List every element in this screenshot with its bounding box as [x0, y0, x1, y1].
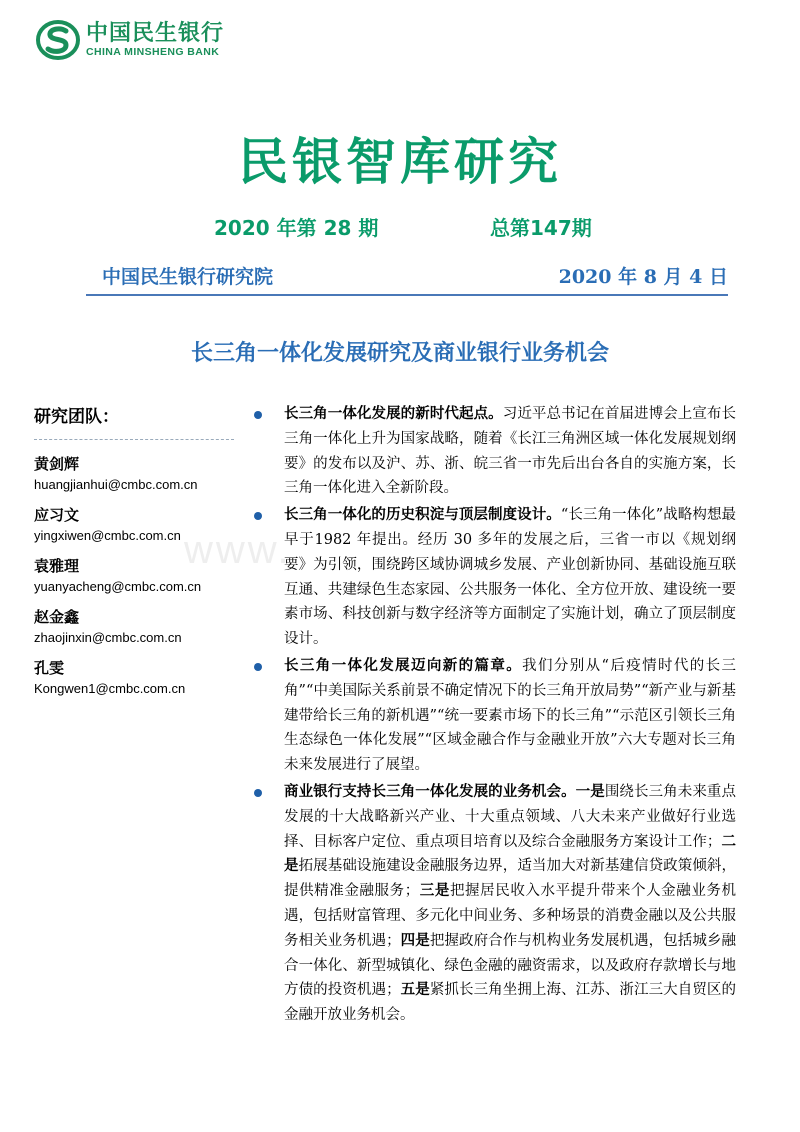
member-email[interactable]: yuanyacheng@cmbc.com.cn [34, 579, 202, 594]
total-issue-number: 总第147期 [490, 216, 592, 240]
bullet-part: 把握居民收入水平提升带来个人金融业务机遇，包括财富管理、多元化中间业务、多种场景的消费金融以及公共服务相关业务机遇； [284, 883, 737, 949]
bank-name-cn: 中国民生银行 [86, 20, 225, 46]
summary-bullet [252, 780, 736, 1028]
member-name: 孔雯 [34, 659, 65, 677]
bullet-text: 习近平总书记在首届进博会上宣布长三角一体化上升为国家战略，随着《长江三角洲区域一体化发展规划纲要》的发布以及沪、苏、浙、皖三省一市先后出台各自的实施方案，长三角一体化进入全新阶段。 [284, 406, 736, 497]
bullet-part: 三是 [419, 882, 450, 900]
institute-row [86, 258, 728, 296]
team-member [34, 554, 234, 596]
member-name: 应习文 [34, 506, 80, 524]
minsheng-logo-icon [36, 20, 80, 60]
bullet-lead: 长三角一体化发展的新时代起点。 [284, 405, 503, 422]
team-heading: 研究团队： [34, 402, 234, 440]
research-team [34, 402, 234, 707]
summary-bullet [252, 503, 736, 652]
bullet-lead: 长三角一体化的历史积淀与顶层制度设计。 [284, 506, 561, 524]
bullet-part: 拓展基础设施建设金融服务边界，适当加大对新基建信贷政策倾斜，提供精准金融服务； [284, 858, 737, 900]
member-email[interactable]: zhaojinxin@cmbc.com.cn [34, 630, 182, 645]
bullet-dot-icon [254, 411, 262, 419]
bullet-part: 紧抓长三角坐拥上海、江苏、浙江三大自贸区的金融开放业务机会。 [284, 982, 737, 1024]
team-member [34, 452, 234, 494]
report-title: 长三角一体化发展研究及商业银行业务机会 [190, 341, 609, 366]
bullet-part: 五是 [400, 981, 430, 999]
summary-bullet [252, 654, 736, 778]
bullet-text: “长三角一体化”战略构想最早于1982 年提出。经历 30 多年的发展之后，三省一市以《规划纲要》为引领，围绕跨区域协调城乡发展、产业创新协同、基础设施互联互通、共建绿色生态家园、公共服务一体化、全方位开放、建设统一要素市场、科技创新与数字经济等方面制定了实施计划，确立了顶层制度设计。 [284, 507, 737, 648]
bullet-part: 围绕长三角未来重点发展的十大战略新兴产业、十大重点领域、八大未来产业做好行业选择、目标客户定位、重点项目培育以及综合金融服务方案设计工作； [284, 783, 737, 850]
issue-number: 2020 年第 28 期 [214, 216, 379, 240]
bank-logo [36, 20, 224, 60]
member-name: 袁雅理 [34, 557, 80, 575]
member-name: 黄剑辉 [34, 455, 80, 473]
bank-name-en: CHINA MINSHENG BANK [86, 45, 220, 58]
publication-title: 民银智库研究 [238, 133, 562, 191]
bullet-lead: 商业银行支持长三角一体化发展的业务机会。 [284, 782, 576, 800]
member-email[interactable]: huangjianhui@cmbc.com.cn [34, 477, 198, 492]
publish-date: 2020 年 8 月 4 日 [558, 266, 728, 288]
member-email[interactable]: Kongwen1@cmbc.com.cn [34, 681, 186, 696]
bullet-part: 二是 [284, 832, 737, 875]
member-email[interactable]: yingxiwen@cmbc.com.cn [34, 528, 181, 543]
team-member [34, 503, 234, 545]
bullet-part: 四是 [400, 931, 430, 949]
member-name: 赵金鑫 [34, 608, 80, 626]
bullet-part: 把握政府合作与机构业务发展机遇，包括城乡融合一体化、新型城镇化、绿色金融的融资需求，以及政府存款增长与地方债的投资机遇； [284, 932, 737, 999]
watermark: www. [184, 528, 292, 572]
summary-bullets [252, 402, 736, 1030]
bullet-dot-icon [254, 512, 262, 520]
summary-bullet [252, 402, 736, 501]
bullet-text: 我们分别从“后疫情时代的长三角”“中美国际关系前景不确定情况下的长三角开放局势”“新产业与新基建带给长三角的新机遇”“统一要素市场下的长三角”“示范区引领长三角生态绿色一体化发展”“区域金融合作与金融业开放”六大专题对长三角未来发展进行了展望。 [284, 657, 736, 774]
team-member [34, 605, 234, 647]
bullet-dot-icon [254, 663, 262, 671]
bullet-part: 一是 [575, 782, 605, 800]
team-member [34, 656, 234, 698]
bullet-lead: 长三角一体化发展迈向新的篇章。 [284, 656, 523, 674]
institute-name: 中国民生银行研究院 [102, 266, 274, 288]
bullet-dot-icon [254, 789, 262, 797]
